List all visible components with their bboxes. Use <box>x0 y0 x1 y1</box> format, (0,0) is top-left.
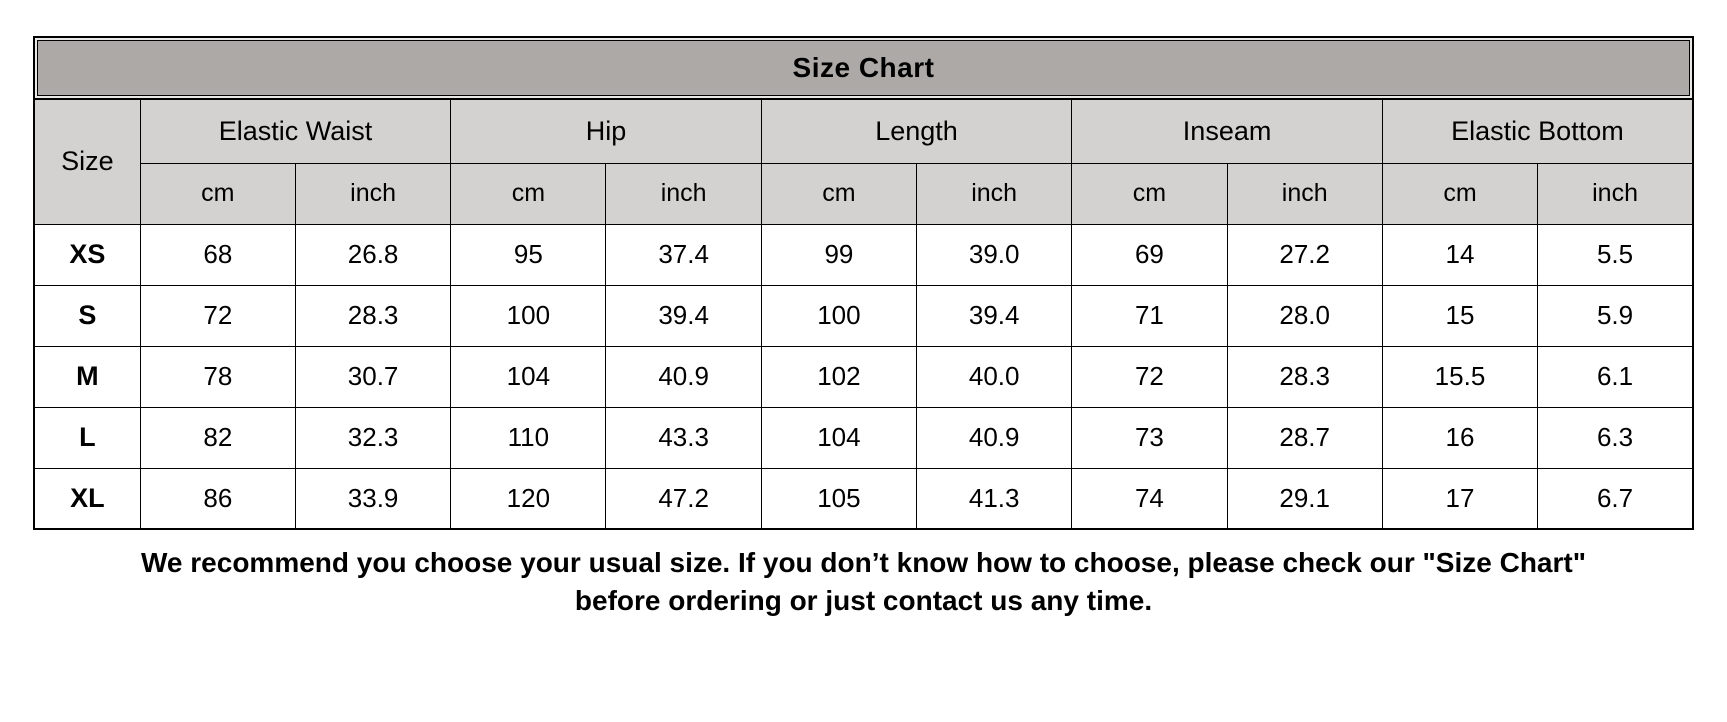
unit-header-cm: cm <box>451 163 606 224</box>
cell: 28.3 <box>1227 346 1382 407</box>
cell: 6.3 <box>1538 407 1693 468</box>
cell: 29.1 <box>1227 468 1382 529</box>
cell: 104 <box>761 407 916 468</box>
col-header-hip: Hip <box>451 99 762 163</box>
cell: 105 <box>761 468 916 529</box>
col-header-elastic-bottom: Elastic Bottom <box>1382 99 1693 163</box>
table-row-xs <box>34 224 1693 285</box>
unit-header-inch: inch <box>1538 163 1693 224</box>
size-label: XS <box>34 224 140 285</box>
size-chart <box>33 36 1694 530</box>
size-label: S <box>34 285 140 346</box>
cell: 68 <box>140 224 295 285</box>
col-header-size: Size <box>34 99 140 224</box>
cell: 74 <box>1072 468 1227 529</box>
cell: 82 <box>140 407 295 468</box>
header-units-row <box>34 163 1693 224</box>
cell: 28.7 <box>1227 407 1382 468</box>
unit-header-cm: cm <box>1072 163 1227 224</box>
unit-header-inch: inch <box>917 163 1072 224</box>
unit-header-cm: cm <box>1382 163 1537 224</box>
size-chart-title-bar <box>33 36 1694 98</box>
cell: 71 <box>1072 285 1227 346</box>
cell: 5.5 <box>1538 224 1693 285</box>
recommendation-note-line2: before ordering or just contact us any time. <box>574 585 1153 616</box>
recommendation-note-line1: We recommend you choose your usual size. If you don’t know how to choose, please check our "Size Chart" <box>141 547 1586 578</box>
unit-header-cm: cm <box>140 163 295 224</box>
cell: 28.0 <box>1227 285 1382 346</box>
unit-header-inch: inch <box>1227 163 1382 224</box>
col-header-inseam: Inseam <box>1072 99 1383 163</box>
cell: 69 <box>1072 224 1227 285</box>
cell: 72 <box>1072 346 1227 407</box>
cell: 32.3 <box>295 407 450 468</box>
cell: 27.2 <box>1227 224 1382 285</box>
cell: 110 <box>451 407 606 468</box>
cell: 39.4 <box>606 285 761 346</box>
cell: 15 <box>1382 285 1537 346</box>
cell: 30.7 <box>295 346 450 407</box>
cell: 37.4 <box>606 224 761 285</box>
cell: 16 <box>1382 407 1537 468</box>
size-label: M <box>34 346 140 407</box>
cell: 26.8 <box>295 224 450 285</box>
unit-header-cm: cm <box>761 163 916 224</box>
cell: 95 <box>451 224 606 285</box>
col-header-elastic-waist: Elastic Waist <box>140 99 451 163</box>
table-row-l <box>34 407 1693 468</box>
cell: 47.2 <box>606 468 761 529</box>
cell: 99 <box>761 224 916 285</box>
header-group-row <box>34 99 1693 163</box>
cell: 100 <box>451 285 606 346</box>
cell: 5.9 <box>1538 285 1693 346</box>
cell: 104 <box>451 346 606 407</box>
cell: 15.5 <box>1382 346 1537 407</box>
col-header-length: Length <box>761 99 1072 163</box>
cell: 41.3 <box>917 468 1072 529</box>
cell: 86 <box>140 468 295 529</box>
cell: 40.9 <box>917 407 1072 468</box>
table-row-xl <box>34 468 1693 529</box>
cell: 43.3 <box>606 407 761 468</box>
cell: 39.0 <box>917 224 1072 285</box>
cell: 6.7 <box>1538 468 1693 529</box>
cell: 73 <box>1072 407 1227 468</box>
cell: 78 <box>140 346 295 407</box>
cell: 72 <box>140 285 295 346</box>
cell: 120 <box>451 468 606 529</box>
cell: 102 <box>761 346 916 407</box>
size-label: L <box>34 407 140 468</box>
size-label: XL <box>34 468 140 529</box>
unit-header-inch: inch <box>606 163 761 224</box>
cell: 14 <box>1382 224 1537 285</box>
cell: 33.9 <box>295 468 450 529</box>
cell: 100 <box>761 285 916 346</box>
cell: 39.4 <box>917 285 1072 346</box>
table-row-s <box>34 285 1693 346</box>
unit-header-inch: inch <box>295 163 450 224</box>
cell: 40.9 <box>606 346 761 407</box>
table-row-m <box>34 346 1693 407</box>
size-chart-title: Size Chart <box>37 40 1690 96</box>
cell: 28.3 <box>295 285 450 346</box>
cell: 6.1 <box>1538 346 1693 407</box>
recommendation-note <box>0 544 1727 620</box>
cell: 40.0 <box>917 346 1072 407</box>
cell: 17 <box>1382 468 1537 529</box>
size-table <box>33 98 1694 530</box>
